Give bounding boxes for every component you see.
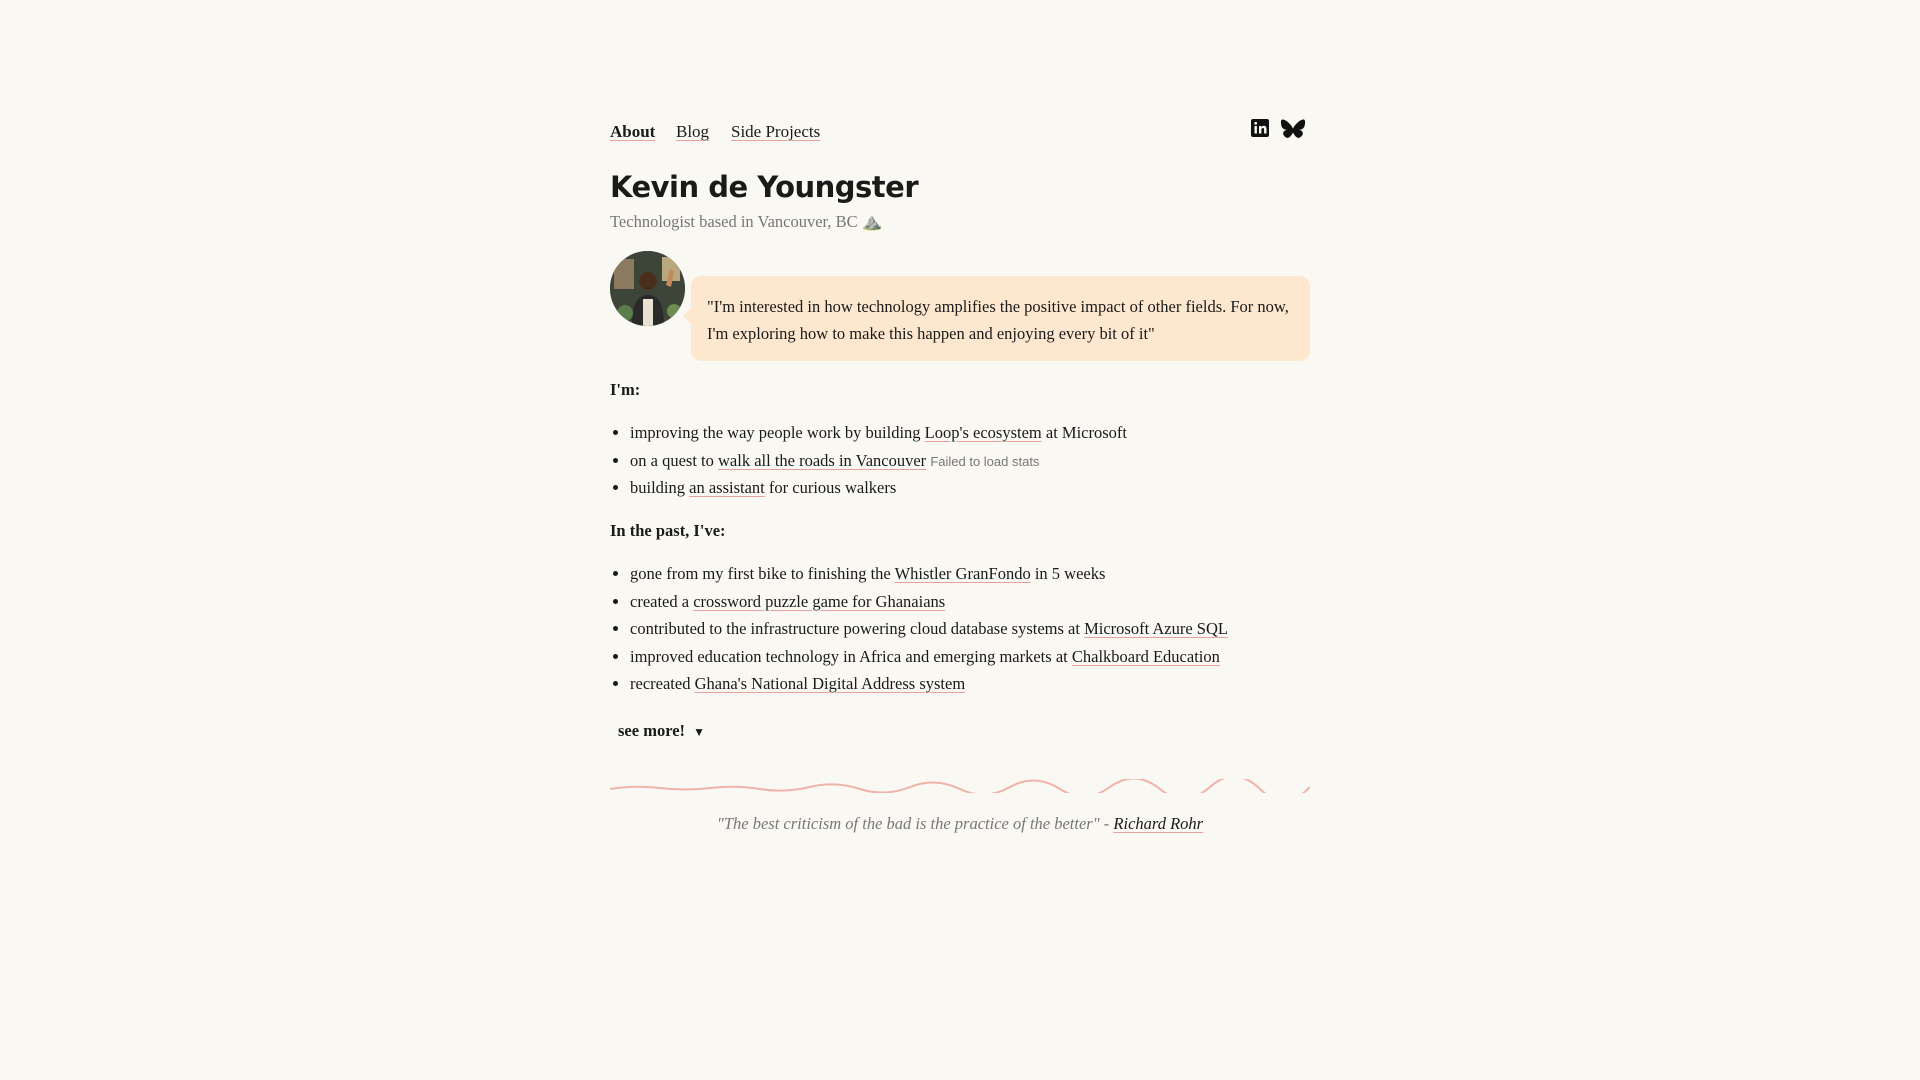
- nav-blog-link[interactable]: Blog: [676, 122, 710, 141]
- list-item: [630, 588, 1228, 616]
- item-text: on a quest to: [630, 450, 718, 470]
- bluesky-icon[interactable]: [1280, 118, 1306, 147]
- nav-about-link[interactable]: About: [610, 122, 656, 141]
- stats-status: Failed to load stats: [930, 453, 1040, 469]
- page-subtitle: [610, 212, 882, 232]
- item-text: at Microsoft: [1041, 423, 1127, 442]
- walk-roads-link[interactable]: walk all the roads in Vancouver: [718, 450, 927, 470]
- item-text: contributed to the infrastructure powering cloud database systems at: [630, 619, 1085, 638]
- list-item: [630, 615, 1228, 643]
- crossword-link[interactable]: crossword puzzle game for Ghanaians: [693, 591, 946, 611]
- list-item: [630, 447, 1127, 475]
- page-title: Kevin de Youngster: [610, 170, 919, 204]
- nav-side-projects-link[interactable]: Side Projects: [731, 122, 821, 141]
- avatar: [610, 251, 685, 326]
- mountain-emoji-icon: ⛰️: [861, 212, 883, 231]
- chalkboard-link[interactable]: Chalkboard Education: [1071, 646, 1220, 666]
- item-text: improved education technology in Africa and emerging markets at: [630, 646, 1072, 666]
- footer-quote: [610, 814, 1310, 834]
- quote-bubble: "I'm interested in how technology amplifies the positive impact of other fields. For now, I'm exploring how to make this happen and enjoying every bit of it": [691, 276, 1310, 361]
- item-text: for curious walkers: [764, 478, 897, 497]
- loop-ecosystem-link[interactable]: Loop's ecosystem: [924, 423, 1042, 442]
- quote-author-link[interactable]: Richard Rohr: [1113, 814, 1204, 833]
- granfondo-link[interactable]: Whistler GranFondo: [894, 564, 1031, 583]
- current-heading: I'm:: [610, 380, 641, 399]
- list-item: [630, 643, 1228, 671]
- item-text: gone from my first bike to finishing the: [630, 564, 895, 583]
- subtitle-text: Technologist based in Vancouver, BC: [610, 212, 858, 231]
- item-text: recreated: [630, 674, 695, 693]
- list-item: [630, 419, 1127, 447]
- see-more-label: see more!: [618, 721, 686, 740]
- footer-quote-text: "The best criticism of the bad is the practice of the better" -: [716, 814, 1114, 833]
- item-text: created a: [630, 591, 694, 611]
- linkedin-icon[interactable]: [1250, 118, 1270, 143]
- item-text: improving the way people work by building: [630, 423, 925, 442]
- list-item: [630, 670, 1228, 698]
- azure-sql-link[interactable]: Microsoft Azure SQL: [1084, 619, 1228, 638]
- assistant-link[interactable]: an assistant: [689, 478, 765, 497]
- past-heading: In the past, I've:: [610, 521, 726, 540]
- caret-down-icon: ▼: [693, 725, 706, 739]
- digital-address-link[interactable]: Ghana's National Digital Address system: [694, 674, 966, 693]
- item-text: in 5 weeks: [1030, 564, 1106, 583]
- list-item: [630, 474, 1127, 502]
- wavy-divider: [610, 779, 1310, 793]
- list-item: [630, 560, 1228, 588]
- item-text: building: [630, 478, 690, 497]
- past-list: [610, 560, 1228, 698]
- see-more-toggle[interactable]: [618, 721, 705, 741]
- top-nav: [610, 122, 1310, 146]
- current-list: [610, 419, 1127, 502]
- social-links: [1250, 118, 1310, 144]
